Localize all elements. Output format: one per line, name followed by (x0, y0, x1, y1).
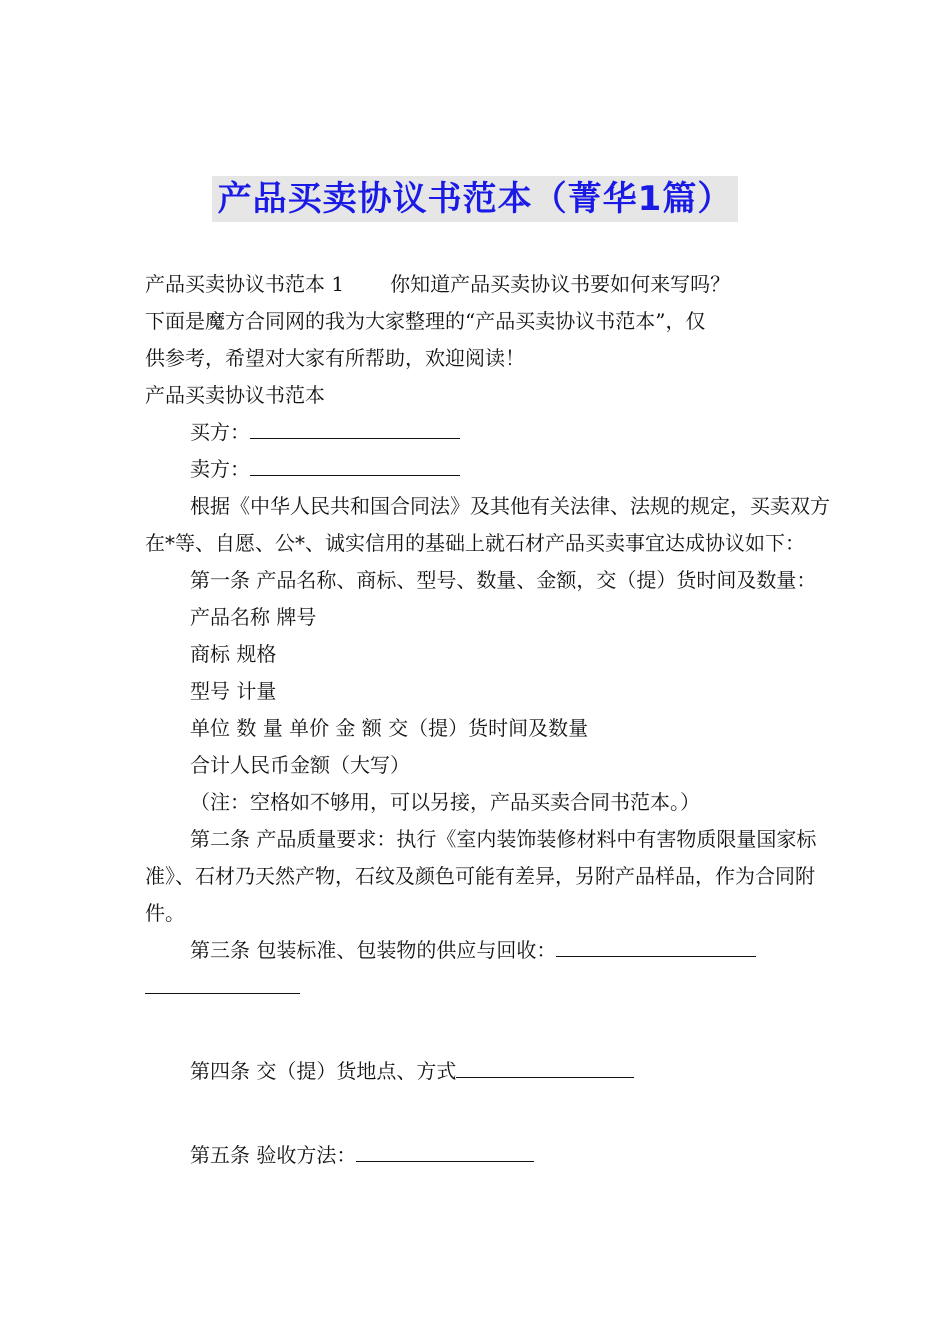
document-title: 产品买卖协议书范本（菁华1篇） (212, 176, 739, 222)
buyer-blank[interactable] (250, 416, 460, 439)
seller-label: 卖方： (190, 457, 250, 481)
article-5-blank[interactable] (356, 1139, 534, 1162)
table-row-1: 产品名称 牌号 (190, 605, 317, 629)
article-3-blank[interactable] (556, 934, 756, 957)
table-row-5: 合计人民币金额（大写） (190, 753, 410, 777)
intro-line-3: 供参考，希望对大家有所帮助，欢迎阅读！ (145, 346, 525, 370)
document-body (145, 266, 835, 1174)
article-2: 第二条 产品质量要求：执行《室内装饰装修材料中有害物质限量国家标准》、石材乃天然产物，石纹及颜色可能有差异，另附产品样品，作为合同附件。 (145, 827, 817, 925)
intro-question: 你知道产品买卖协议书要如何来写吗？ (390, 272, 731, 296)
buyer-line (145, 414, 835, 451)
intro-doc-number: 产品买卖协议书范本 1 (145, 272, 345, 296)
buyer-label: 买方： (190, 420, 250, 444)
spacer (145, 1090, 835, 1137)
table-row-4: 单位 数 量 单价 金 额 交（提）货时间及数量 (190, 716, 589, 740)
article-3-text: 第三条 包装标准、包装物的供应与回收： (190, 938, 557, 962)
note-line: （注：空格如不够用，可以另接，产品买卖合同书范本。） (190, 790, 700, 814)
article-4-text: 第四条 交（提）货地点、方式 (190, 1059, 457, 1083)
seller-line (145, 451, 835, 488)
basis-paragraph: 根据《中华人民共和国合同法》及其他有关法律、法规的规定，买卖双方在*等、自愿、公*、诚实信用的基础上就石材产品买卖事宜达成协议如下： (145, 494, 830, 555)
seller-blank[interactable] (250, 453, 460, 476)
article-4-blank[interactable] (456, 1055, 634, 1078)
article-5 (145, 1137, 835, 1174)
article-5-text: 第五条 验收方法： (190, 1143, 357, 1167)
doc-heading: 产品买卖协议书范本 (145, 383, 325, 407)
article-1: 第一条 产品名称、商标、型号、数量、金额，交（提）货时间及数量： (190, 568, 817, 592)
article-3-continuation (145, 969, 835, 1006)
article-4 (145, 1053, 835, 1090)
table-row-2: 商标 规格 (190, 642, 277, 666)
article-3-blank-2[interactable] (145, 971, 300, 994)
article-3 (145, 932, 835, 969)
spacer (145, 1006, 835, 1053)
intro-line-1 (145, 266, 835, 303)
intro-line-2: 下面是魔方合同网的我为大家整理的“产品买卖协议书范本”，仅 (145, 309, 706, 333)
table-row-3: 型号 计量 (190, 679, 277, 703)
title-container (0, 176, 950, 222)
